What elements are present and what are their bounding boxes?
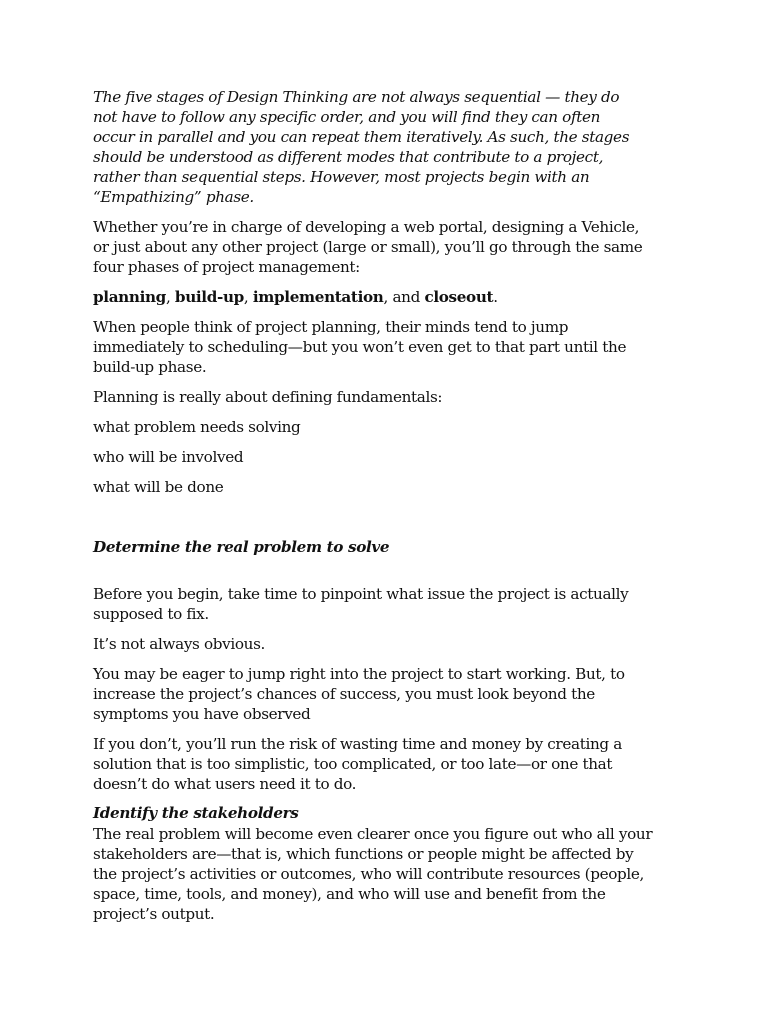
section-heading: Determine the real problem to solve bbox=[93, 538, 390, 556]
paragraph-line: build-up phase. bbox=[93, 358, 207, 376]
phase-separator: , bbox=[243, 288, 253, 306]
paragraph-line: project’s output. bbox=[93, 905, 215, 923]
paragraph-line: solution that is too simplistic, too complicated, or too late—or one that bbox=[93, 755, 613, 773]
intro-line: occur in parallel and you can repeat them iteratively. As such, the stages bbox=[93, 128, 630, 146]
intro-line: should be understood as different modes that contribute to a project, bbox=[93, 148, 604, 166]
paragraph-line: space, time, tools, and money), and who will use and benefit from the bbox=[93, 885, 606, 903]
intro-line: “Empathizing” phase. bbox=[93, 188, 254, 206]
section-heading: Identify the stakeholders bbox=[93, 804, 299, 822]
fundamentals-intro: Planning is really about defining fundamentals: bbox=[93, 388, 443, 406]
paragraph-line: The real problem will become even clearer once you figure out who all your bbox=[93, 825, 653, 843]
intro-line: The five stages of Design Thinking are not always sequential — they do bbox=[93, 88, 620, 106]
paragraph-line: When people think of project planning, their minds tend to jump bbox=[93, 318, 569, 336]
paragraph-line: symptoms you have observed bbox=[93, 705, 311, 723]
intro-line: not have to follow any specific order, and you will find they can often bbox=[93, 108, 601, 126]
phase-separator: , and bbox=[383, 288, 425, 306]
paragraph-line: It’s not always obvious. bbox=[93, 635, 266, 653]
phases-list-line bbox=[93, 287, 498, 307]
paragraph-line: You may be eager to jump right into the project to start working. But, to bbox=[93, 665, 625, 683]
paragraph-line: stakeholders are—that is, which functions or people might be affected by bbox=[93, 845, 634, 863]
paragraph-line: doesn’t do what users need it to do. bbox=[93, 775, 357, 793]
paragraph-line: If you don’t, you’ll run the risk of wasting time and money by creating a bbox=[93, 735, 622, 753]
phase-planning: planning bbox=[93, 288, 166, 306]
paragraph-line: immediately to scheduling—but you won’t even get to that part until the bbox=[93, 338, 627, 356]
phase-build-up: build-up bbox=[174, 288, 244, 306]
fundamentals-item: what will be done bbox=[93, 478, 224, 496]
paragraph-line: Before you begin, take time to pinpoint what issue the project is actually bbox=[93, 585, 629, 603]
paragraph-line: or just about any other project (large or small), you’ll go through the same bbox=[93, 238, 643, 256]
paragraph-line: the project’s activities or outcomes, who will contribute resources (people, bbox=[93, 865, 645, 883]
paragraph-line: increase the project’s chances of success, you must look beyond the bbox=[93, 685, 595, 703]
paragraph-line: four phases of project management: bbox=[93, 258, 360, 276]
phase-closeout: closeout bbox=[424, 288, 494, 306]
fundamentals-item: what problem needs solving bbox=[93, 418, 301, 436]
phase-end: . bbox=[493, 288, 498, 306]
paragraph-line: Whether you’re in charge of developing a web portal, designing a Vehicle, bbox=[93, 218, 640, 236]
phase-implementation: implementation bbox=[252, 288, 384, 306]
fundamentals-item: who will be involved bbox=[93, 448, 244, 466]
paragraph-line: supposed to fix. bbox=[93, 605, 209, 623]
intro-line: rather than sequential steps. However, most projects begin with an bbox=[93, 168, 590, 186]
phase-separator: , bbox=[165, 288, 175, 306]
